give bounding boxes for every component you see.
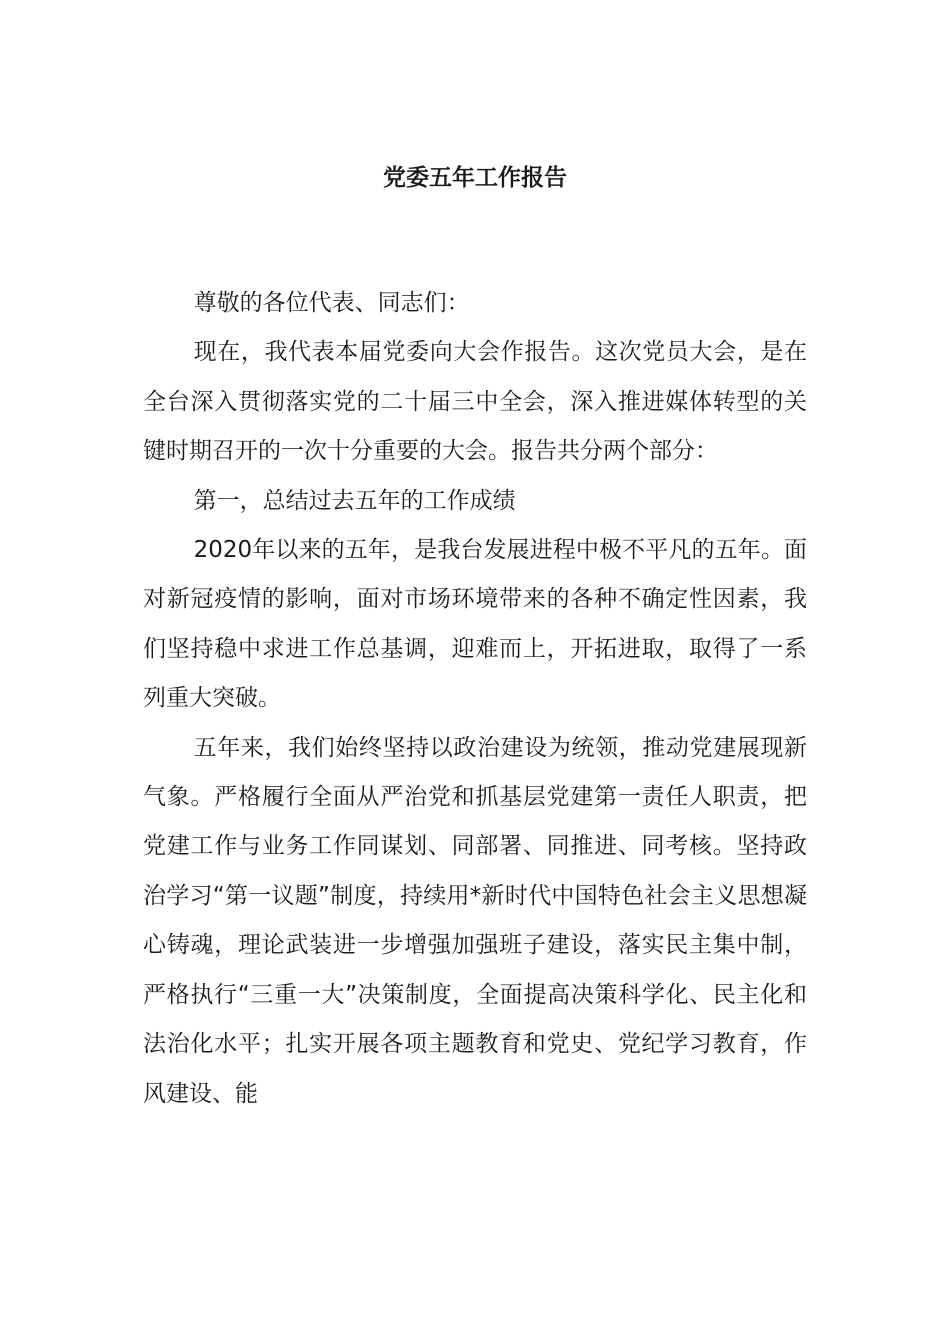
paragraph-section-heading: 第一，总结过去五年的工作成绩 xyxy=(193,487,516,514)
paragraph-party-building: 五年来，我们始终坚持以政治建设为统领，推动党建展现新气象。严格履行全面从严治党和抓基层党建第一责任人职责，把党建工作与业务工作同谋划、同部署、同推进、同考核。坚持政治学习“第一议题”制度，持续用*新时代中国特色社会主义思想凝心铸魂，理论武装进一步增强加强班子建设，落实民主集中制，严格执行“三重一大”决策制度，全面提高决策科学化、民主化和法治化水平；扎实开展各项主题教育和党史、党纪学习教育，作风建设、能 xyxy=(143,734,807,1107)
document-body xyxy=(143,279,807,1119)
document-title: 党委五年工作报告 xyxy=(383,165,567,191)
paragraph-intro: 现在，我代表本届党委向大会作报告。这次党员大会，是在全台深入贯彻落实党的二十届三中全会，深入推进媒体转型的关键时期召开的一次十分重要的大会。报告共分两个部分： xyxy=(143,339,807,465)
paragraph-salutation: 尊敬的各位代表、同志们： xyxy=(193,290,470,316)
paragraph-five-years: 2020年以来的五年，是我台发展进程中极不平凡的五年。面对新冠疫情的影响，面对市场环境带来的各种不确定性因素，我们坚持稳中求进工作总基调，迎难而上，开拓进取，取得了一系列重大突破。 xyxy=(143,537,807,712)
